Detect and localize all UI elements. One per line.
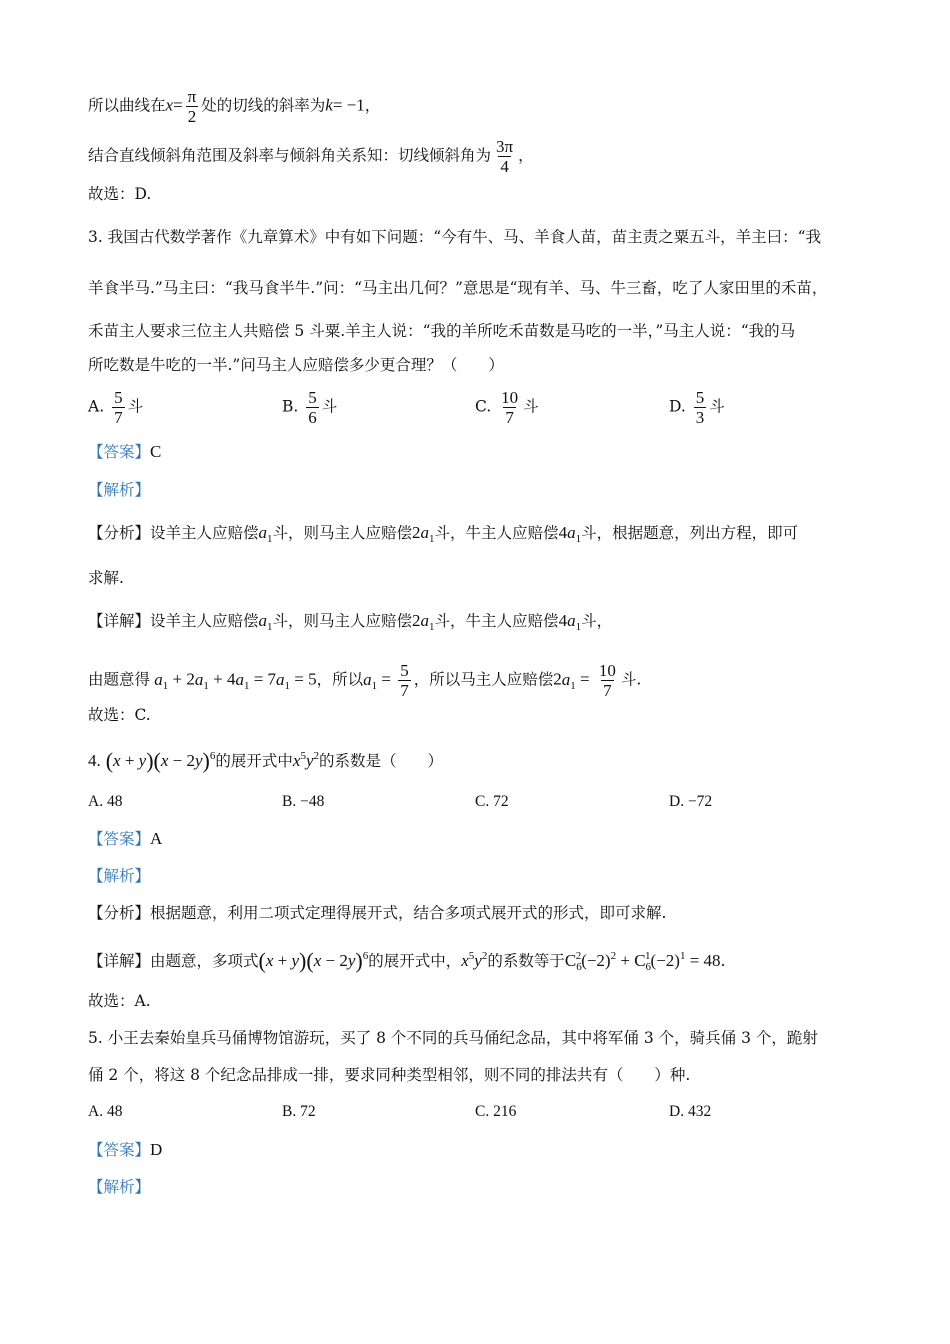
q4-answer: 【答案】A bbox=[88, 829, 163, 848]
q3-option-c: C. $\frac{10}{7}$ 斗 bbox=[475, 388, 539, 427]
math-x: x bbox=[165, 95, 174, 115]
q3-line-3: 禾苗主人要求三位主人共赔偿 5 斗粟.羊主人说：“我的羊所吃禾苗数是马吃的一半，”马主人说：“我的马 bbox=[88, 322, 796, 340]
q4-option-a: A. 48 bbox=[88, 793, 123, 810]
q3-option-a: A. $\frac{5}{7}$ 斗 bbox=[88, 388, 144, 427]
q4-stem: 4. $(x + y)(x - 2y)^6$的展开式中$x^5y^2$的系数是（ ） bbox=[88, 748, 443, 773]
q4-xiangjie: 【详解】由题意，多项式$(x + y)(x - 2y)^6$的展开式中，$x^5y^2$的系数等于$C_6^2(-2)^2 + C_6^1(-2)^1 = 48$. bbox=[88, 948, 726, 973]
q5-option-c: C. 216 bbox=[475, 1103, 517, 1120]
answer-tag: 【答案】 bbox=[88, 443, 151, 461]
q4-option-d: D. −72 bbox=[669, 793, 713, 810]
q5-option-b: B. 72 bbox=[282, 1103, 316, 1120]
q3-equation: 由题意得 $a_1 + 2a_1 + 4a_1 = 7a_1 = 5$，所以$a_1$ = $\frac{5}{7}$ ，所以马主人应赔偿$2a_1$ = $\frac{10}{7}$ 斗. bbox=[88, 661, 642, 700]
q3-line-4: 所吃数是牛吃的一半.”问马主人应赔偿多少更合理？（ ） bbox=[88, 356, 504, 374]
q5-option-d: D. 432 bbox=[669, 1103, 712, 1120]
prev-choose: 故选：D. bbox=[88, 185, 152, 203]
answer-tag: 【答案】 bbox=[88, 1141, 151, 1159]
q5-line-2: 俑 2 个，将这 8 个纪念品排成一排，要求同种类型相邻，则不同的排法共有（ ）种. bbox=[88, 1066, 691, 1084]
answer-tag: 【答案】 bbox=[88, 830, 151, 848]
q3-option-b: B. $\frac{5}{6}$ 斗 bbox=[282, 388, 338, 427]
q4-option-c: C. 72 bbox=[475, 793, 509, 810]
q4-fenxi: 【分析】根据题意，利用二项式定理得展开式，结合多项式展开式的形式，即可求解. bbox=[88, 904, 667, 922]
q3-line-2: 羊食半马.”马主曰：“我马食半牛.”问：“马主出几何？”意思是“现有羊、马、牛三畜，吃了人家田里的禾苗， bbox=[88, 279, 828, 297]
text: 所以曲线在 bbox=[88, 96, 166, 115]
q5-line-1: 5. 小王去秦始皇兵马俑博物馆游玩，买了 8 个不同的兵马俑纪念品，其中将军俑 3 个，骑兵俑 3 个，跪射 bbox=[88, 1029, 818, 1047]
text: 结合直线倾斜角范围及斜率与倾斜角关系知：切线倾斜角为 bbox=[88, 146, 492, 165]
fraction-3pi-4: $\frac{3\pi}{4}$ bbox=[496, 137, 514, 176]
q3-fenxi-line-2: 求解. bbox=[88, 569, 124, 587]
fraction-pi-2: $\frac{\pi}{2}$ bbox=[187, 87, 197, 126]
q4-choose: 故选：A. bbox=[88, 992, 151, 1010]
q5-analysis-tag: 【解析】 bbox=[88, 1178, 151, 1196]
q3-xiangjie: 【详解】设羊主人应赔偿$a_1$斗，则马主人应赔偿$2a_1$斗，牛主人应赔偿$4a_1$斗， bbox=[88, 611, 613, 633]
q3-analysis-tag: 【解析】 bbox=[88, 481, 151, 499]
q3-option-d: D. $\frac{5}{3}$ 斗 bbox=[669, 388, 725, 427]
q3-line-1: 3. 我国古代数学著作《九章算术》中有如下问题：“今有牛、马、羊食人苗，苗主责之粟五斗，羊主曰：“我 bbox=[88, 228, 822, 246]
q5-option-a: A. 48 bbox=[88, 1103, 123, 1120]
math-eq: = bbox=[173, 95, 183, 115]
q3-choose: 故选：C. bbox=[88, 706, 151, 724]
q5-answer: 【答案】D bbox=[88, 1140, 163, 1159]
prev-line-1: 所以曲线在x= $\frac{\pi}{2}$ 处的切线的斜率为k= −1， bbox=[88, 87, 381, 126]
q3-fenxi: 【分析】设羊主人应赔偿$a_1$斗，则马主人应赔偿$2a_1$斗，牛主人应赔偿$4a_1$斗，根据题意，列出方程，即可 bbox=[88, 523, 799, 545]
text: 处的切线的斜率为 bbox=[201, 96, 326, 115]
q4-analysis-tag: 【解析】 bbox=[88, 867, 151, 885]
q4-option-b: B. −48 bbox=[282, 793, 325, 810]
math-k-value: = −1 bbox=[332, 95, 365, 115]
math-k: k bbox=[325, 95, 333, 115]
prev-line-2: 结合直线倾斜角范围及斜率与倾斜角关系知：切线倾斜角为 $\frac{3\pi}{4}$ ， bbox=[88, 137, 534, 176]
q3-answer: 【答案】C bbox=[88, 442, 162, 461]
